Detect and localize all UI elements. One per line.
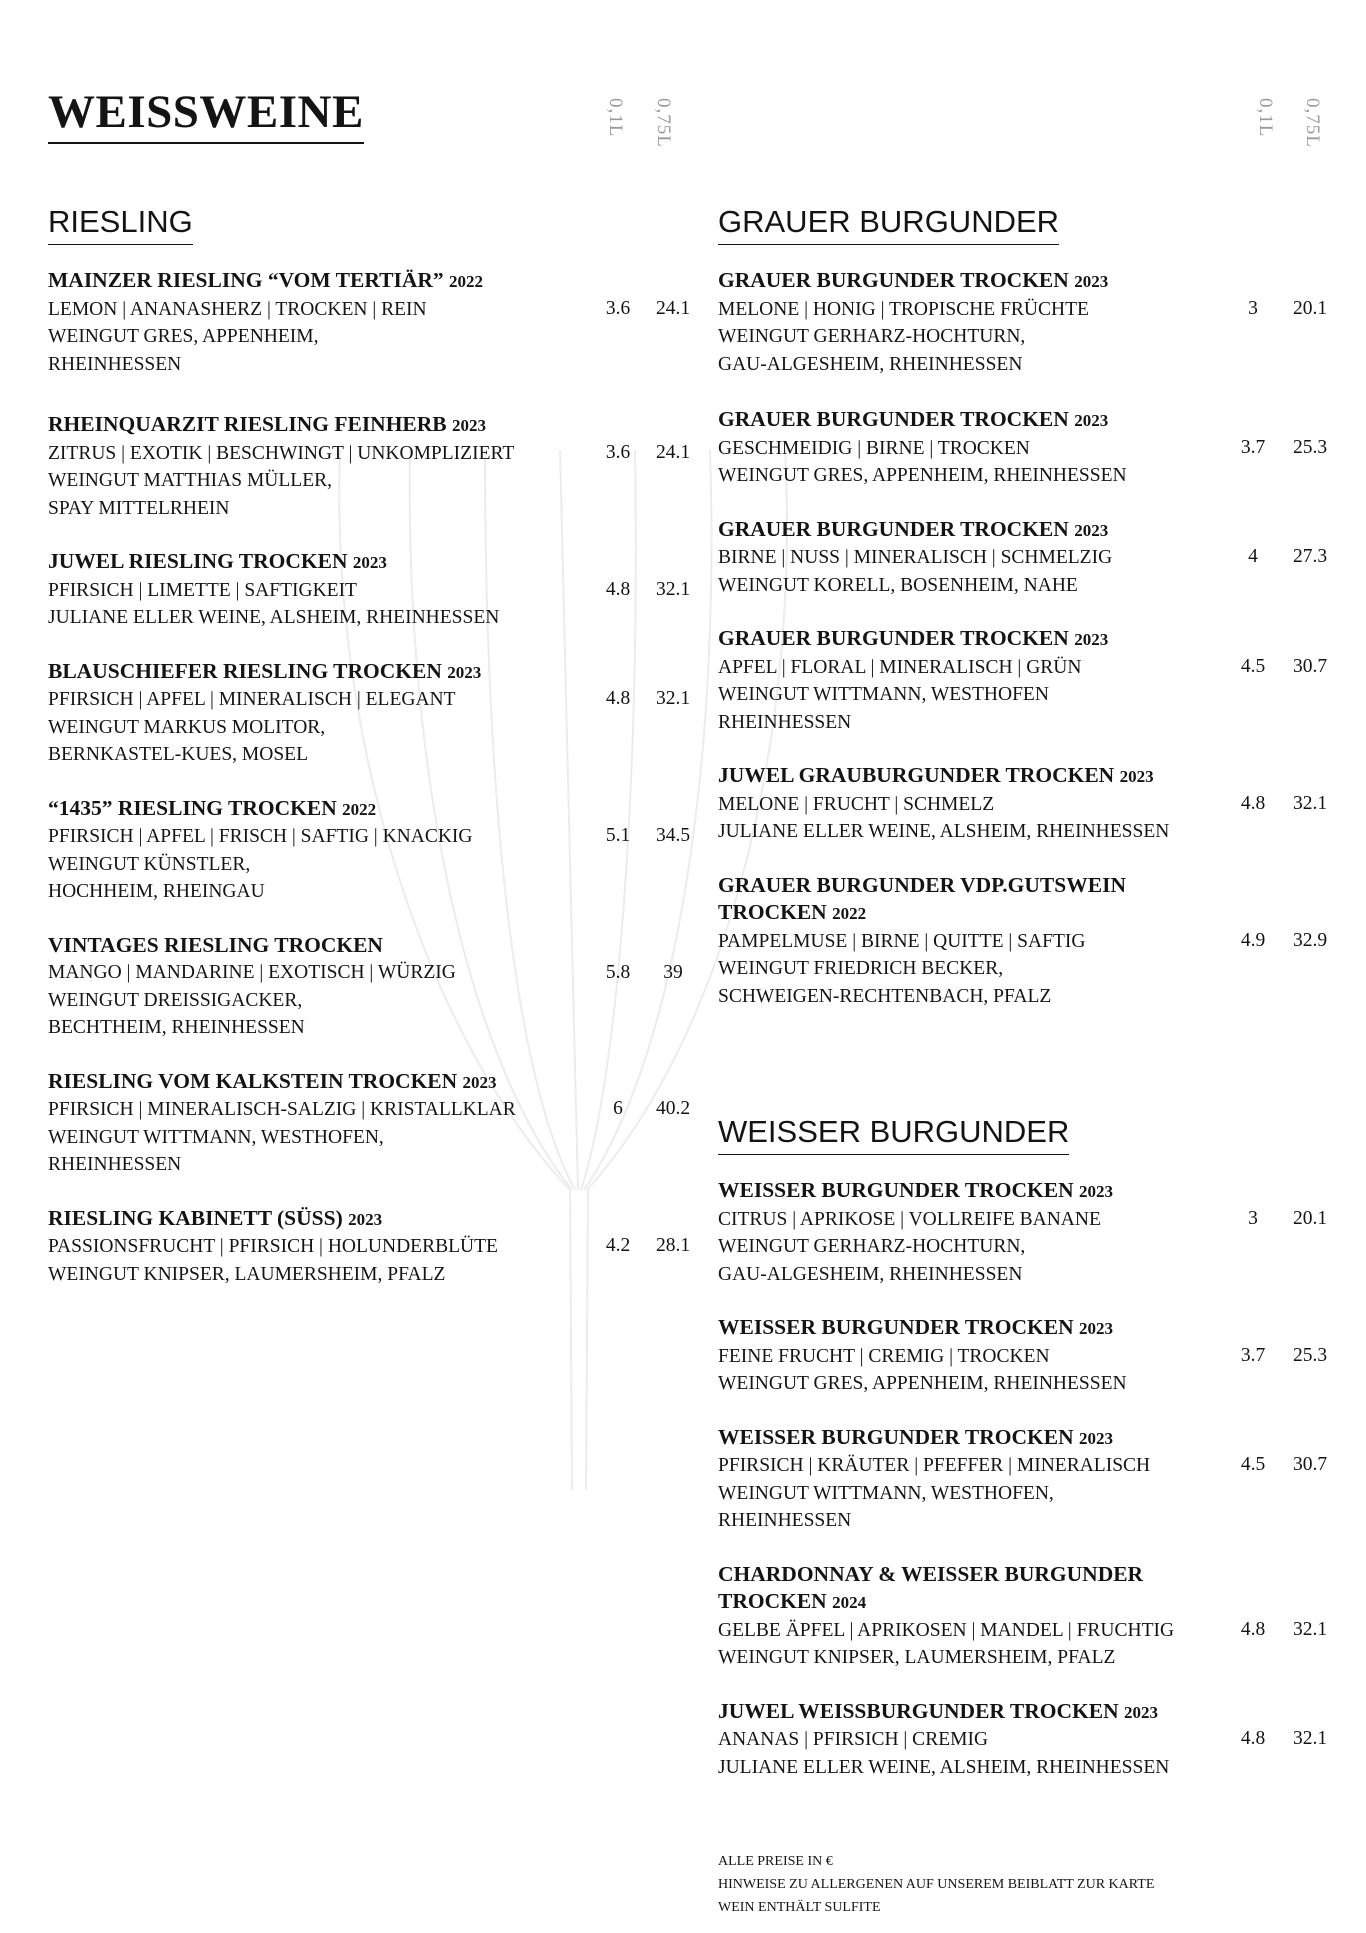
wine-name — [718, 872, 1343, 928]
wine-vintage: 2023 — [462, 1072, 497, 1092]
wine-name — [718, 406, 1343, 435]
price-0-1l: 4.8 — [605, 578, 631, 600]
price-0-1l: 3.7 — [1240, 1344, 1266, 1366]
wine-name-text: VINTAGES RIESLING TROCKEN — [48, 932, 383, 957]
wine-item — [718, 625, 1343, 736]
price-0-75l: 39 — [663, 962, 683, 983]
wine-producer: WEINGUT KORELL, BOSENHEIM, NAHE — [718, 574, 1078, 596]
wine-item — [718, 1698, 1343, 1782]
wine-name — [48, 267, 688, 296]
wine-producer: WEINGUT GRES, APPENHEIM, RHEINHESSEN — [718, 465, 1127, 486]
wine-name-text: JUWEL RIESLING TROCKEN — [48, 549, 348, 573]
wine-producer: WEINGUT MATTHIAS MÜLLER, — [48, 470, 332, 491]
price-0-75l: 24.1 — [655, 441, 691, 463]
price-0-75l: 20.1 — [1292, 297, 1328, 319]
wine-producer: WEINGUT KNIPSER, LAUMERSHEIM, PFALZ — [718, 1647, 1116, 1668]
wine-producer: WEINGUT FRIEDRICH BECKER, — [718, 958, 1004, 979]
wine-name — [718, 1314, 1343, 1343]
price-0-75l: 32.1 — [1292, 1618, 1328, 1640]
wine-vintage: 2023 — [1119, 767, 1154, 786]
wine-name-text: GRAUER BURGUNDER TROCKEN — [718, 268, 1069, 292]
wine-producer: WEINGUT KÜNSTLER, — [48, 853, 251, 875]
size-label-small-right: 0,1L — [1255, 98, 1276, 138]
wine-producer: WEINGUT DREISSIGACKER, — [48, 989, 303, 1011]
wine-item — [48, 795, 691, 906]
wine-item — [718, 762, 1343, 846]
wine-producer: WEINGUT WITTMANN, WESTHOFEN — [718, 684, 1049, 705]
price-0-75l: 32.1 — [1292, 792, 1328, 814]
wine-name — [718, 1177, 1343, 1206]
wine-tasting-notes: APFEL | FLORAL | MINERALISCH | GRÜN — [718, 656, 1082, 678]
wine-vintage: 2023 — [1079, 1428, 1113, 1448]
wine-name — [718, 267, 1343, 296]
wine-producer: WEINGUT GRES, APPENHEIM, — [48, 326, 319, 347]
wine-tasting-notes: FEINE FRUCHT | CREMIG | TROCKEN — [718, 1345, 1050, 1367]
wine-tasting-notes: PAMPELMUSE | BIRNE | QUITTE | SAFTIG — [718, 930, 1086, 952]
wine-name-text: WEISSER BURGUNDER TROCKEN — [718, 1424, 1074, 1449]
wine-producer: WEINGUT WITTMANN, WESTHOFEN, — [718, 1482, 1054, 1504]
wine-vintage: 2023 — [1074, 520, 1109, 540]
wine-vintage: 2023 — [1074, 630, 1109, 649]
wine-name-text: GRAUER BURGUNDER VDP.GUTSWEIN — [718, 872, 1126, 897]
wine-vintage: 2023 — [1074, 411, 1109, 430]
wine-producer: HOCHHEIM, RHEINGAU — [48, 881, 265, 902]
wine-producer: JULIANE ELLER WEINE, ALSHEIM, RHEINHESSEN — [718, 821, 1170, 842]
wine-vintage: 2023 — [352, 553, 387, 572]
wine-tasting-notes: MELONE | FRUCHT | SCHMELZ — [718, 793, 995, 815]
section-title: GRAUER BURGUNDER — [718, 200, 1059, 245]
price-0-1l: 4.9 — [1240, 929, 1266, 951]
wine-producer: GAU-ALGESHEIM, RHEINHESSEN — [718, 353, 1023, 375]
wine-tasting-notes: MANGO | MANDARINE | EXOTISCH | WÜRZIG — [48, 962, 456, 983]
price-0-1l: 4.5 — [1240, 655, 1266, 677]
wine-name — [48, 932, 688, 960]
wine-item — [718, 516, 1343, 600]
price-0-1l: 5.1 — [605, 825, 631, 846]
footer-line: HINWEISE ZU ALLERGENEN AUF UNSEREM BEIBLATT ZUR KARTE — [718, 1877, 1155, 1892]
wine-producer: SCHWEIGEN-RECHTENBACH, PFALZ — [718, 985, 1052, 1007]
price-0-75l: 32.1 — [1292, 1728, 1328, 1749]
wine-item — [48, 932, 688, 1042]
price-0-1l: 5.8 — [605, 962, 631, 983]
wine-vintage: 2023 — [1079, 1182, 1113, 1201]
footer-notes — [718, 1850, 1154, 1919]
size-label-large-left: 0,75L — [653, 98, 674, 148]
wine-name — [48, 1068, 688, 1097]
wine-tasting-notes: PFIRSICH | MINERALISCH-SALZIG | KRISTALLKLAR — [48, 1099, 516, 1120]
wine-name-text: RHEINQUARZIT RIESLING FEINHERB — [48, 412, 447, 436]
wine-producer: WEINGUT GERHARZ-HOCHTURN, — [718, 1236, 1026, 1257]
wine-name-text: GRAUER BURGUNDER TROCKEN — [718, 626, 1069, 650]
wine-section — [718, 200, 1343, 1010]
price-0-75l: 24.1 — [655, 297, 691, 319]
wine-name-text: JUWEL GRAUBURGUNDER TROCKEN — [718, 763, 1115, 787]
price-0-1l: 4.8 — [605, 688, 631, 709]
size-label-small-left: 0,1L — [605, 98, 626, 138]
wine-name — [718, 1698, 1343, 1727]
price-0-75l: 34.5 — [655, 825, 691, 846]
wine-producer: RHEINHESSEN — [48, 1154, 182, 1175]
wine-tasting-notes: ANANAS | PFIRSICH | CREMIG — [718, 1729, 989, 1750]
wine-name — [718, 516, 1343, 545]
wine-vintage: 2023 — [452, 416, 487, 435]
wine-section — [48, 200, 691, 1288]
price-0-75l: 32.1 — [655, 688, 691, 709]
wine-name — [718, 625, 1343, 654]
price-0-75l: 25.3 — [1292, 436, 1328, 458]
price-0-1l: 3 — [1248, 297, 1258, 319]
wine-item — [48, 658, 691, 769]
wine-tasting-notes: PFIRSICH | LIMETTE | SAFTIGKEIT — [48, 579, 357, 601]
wine-producer: WEINGUT MARKUS MOLITOR, — [48, 716, 326, 738]
wine-tasting-notes: PFIRSICH | APFEL | FRISCH | SAFTIG | KNACKIG — [48, 826, 473, 847]
wine-name-text: RIESLING KABINETT (SÜSS) — [48, 1205, 343, 1230]
price-0-1l: 4.8 — [1240, 1618, 1266, 1640]
right-column — [718, 200, 1343, 1781]
wine-tasting-notes: PFIRSICH | KRÄUTER | PFEFFER | MINERALISCH — [718, 1455, 1151, 1476]
wine-tasting-notes: MELONE | HONIG | TROPISCHE FRÜCHTE — [718, 298, 1089, 320]
wine-name-text: GRAUER BURGUNDER TROCKEN — [718, 516, 1069, 541]
wine-tasting-notes: LEMON | ANANASHERZ | TROCKEN | REIN — [48, 298, 427, 320]
wine-name-text: BLAUSCHIEFER RIESLING TROCKEN — [48, 658, 442, 683]
wine-name-text: CHARDONNAY & WEISSER BURGUNDER — [718, 1561, 1144, 1586]
page-title: WEISSWEINE — [48, 86, 364, 138]
wine-item — [48, 548, 691, 632]
wine-producer: RHEINHESSEN — [718, 711, 852, 733]
price-0-75l: 28.1 — [655, 1235, 691, 1256]
wine-name-text-line2: TROCKEN — [718, 1589, 827, 1613]
wine-tasting-notes: PFIRSICH | APFEL | MINERALISCH | ELEGANT — [48, 689, 456, 710]
wine-item — [48, 1068, 691, 1179]
price-0-75l: 32.9 — [1292, 929, 1328, 951]
wine-item — [48, 267, 691, 378]
price-0-75l: 20.1 — [1292, 1207, 1328, 1229]
wine-name — [48, 795, 688, 824]
wine-item — [718, 1314, 1343, 1398]
wine-item — [718, 872, 1343, 1011]
price-0-75l: 25.3 — [1292, 1344, 1328, 1366]
price-0-75l: 27.3 — [1292, 546, 1328, 567]
wine-producer: WEINGUT GERHARZ-HOCHTURN, — [718, 326, 1026, 347]
wine-name-text: MAINZER RIESLING “VOM TERTIÄR” — [48, 268, 444, 292]
wine-name-text: RIESLING VOM KALKSTEIN TROCKEN — [48, 1068, 458, 1093]
price-0-1l: 3.6 — [605, 441, 631, 463]
wine-name — [718, 1561, 1343, 1617]
wine-name — [48, 411, 688, 440]
wine-vintage: 2023 — [1079, 1319, 1113, 1338]
price-0-1l: 4.8 — [1240, 1728, 1266, 1749]
price-0-75l: 30.7 — [1292, 655, 1328, 677]
wine-name-text-line2: TROCKEN — [718, 900, 827, 924]
wine-producer: GAU-ALGESHEIM, RHEINHESSEN — [718, 1263, 1023, 1285]
price-0-1l: 3.7 — [1240, 436, 1266, 458]
wine-vintage: 2022 — [449, 272, 484, 291]
wine-producer: WEINGUT WITTMANN, WESTHOFEN, — [48, 1126, 384, 1148]
price-0-1l: 4.2 — [605, 1235, 631, 1256]
price-0-75l: 30.7 — [1292, 1454, 1328, 1475]
wine-producer: WEINGUT GRES, APPENHEIM, RHEINHESSEN — [718, 1373, 1127, 1394]
wine-name-text: WEISSER BURGUNDER TROCKEN — [718, 1315, 1074, 1339]
section-title: RIESLING — [48, 200, 193, 245]
wine-tasting-notes: BIRNE | NUSS | MINERALISCH | SCHMELZIG — [718, 547, 1113, 568]
wine-item — [718, 1177, 1343, 1288]
price-0-75l: 40.2 — [655, 1098, 691, 1119]
wine-producer: RHEINHESSEN — [48, 353, 182, 375]
wine-tasting-notes: GELBE ÄPFEL | APRIKOSEN | MANDEL | FRUCHTIG — [718, 1619, 1175, 1641]
wine-name-text: “1435” RIESLING TROCKEN — [48, 795, 337, 820]
price-0-1l: 3 — [1248, 1207, 1258, 1229]
price-0-1l: 3.6 — [605, 297, 631, 319]
wine-tasting-notes: GESCHMEIDIG | BIRNE | TROCKEN — [718, 437, 1030, 459]
size-label-large-right: 0,75L — [1302, 98, 1323, 148]
wine-name-text: GRAUER BURGUNDER TROCKEN — [718, 407, 1069, 431]
wine-vintage: 2023 — [447, 662, 482, 682]
wine-vintage: 2023 — [348, 1209, 383, 1229]
wine-name — [48, 658, 688, 687]
footer-line: WEIN ENTHÄLT SULFITE — [718, 1900, 881, 1915]
wine-vintage: 2022 — [342, 799, 377, 819]
wine-item — [48, 411, 691, 522]
wine-name-text: JUWEL WEISSBURGUNDER TROCKEN — [718, 1698, 1119, 1723]
wine-name-text: WEISSER BURGUNDER TROCKEN — [718, 1178, 1074, 1202]
wine-vintage: 2023 — [1074, 272, 1109, 291]
wine-item — [718, 1561, 1343, 1672]
wine-tasting-notes: PASSIONSFRUCHT | PFIRSICH | HOLUNDERBLÜTE — [48, 1236, 498, 1257]
wine-producer: BERNKASTEL-KUES, MOSEL — [48, 744, 309, 765]
wine-producer: JULIANE ELLER WEINE, ALSHEIM, RHEINHESSEN — [48, 607, 500, 628]
wine-item — [48, 1205, 691, 1289]
wine-name — [48, 548, 688, 577]
wine-vintage: 2023 — [1124, 1702, 1159, 1722]
wine-item — [718, 267, 1343, 378]
wine-tasting-notes: ZITRUS | EXOTIK | BESCHWINGT | UNKOMPLIZIERT — [48, 442, 515, 464]
footer-line: ALLE PREISE IN € — [718, 1854, 833, 1869]
price-0-1l: 4 — [1248, 546, 1258, 567]
section-title: WEISSER BURGUNDER — [718, 1110, 1069, 1155]
wine-producer: SPAY MITTELRHEIN — [48, 497, 230, 519]
wine-vintage: 2024 — [832, 1593, 867, 1612]
wine-producer: WEINGUT KNIPSER, LAUMERSHEIM, PFALZ — [48, 1263, 446, 1285]
price-0-75l: 32.1 — [655, 578, 691, 600]
wine-name — [718, 1424, 1343, 1453]
wine-item — [718, 406, 1343, 490]
left-column — [48, 200, 691, 1288]
wine-producer: BECHTHEIM, RHEINHESSEN — [48, 1017, 305, 1038]
price-0-1l: 6 — [613, 1098, 623, 1119]
wine-item — [718, 1424, 1343, 1535]
wine-name — [718, 762, 1343, 791]
price-0-1l: 4.5 — [1240, 1454, 1266, 1475]
wine-section — [718, 1110, 1343, 1781]
wine-tasting-notes: CITRUS | APRIKOSE | VOLLREIFE BANANE — [718, 1208, 1101, 1230]
wine-producer: JULIANE ELLER WEINE, ALSHEIM, RHEINHESSEN — [718, 1756, 1170, 1778]
wine-name — [48, 1205, 688, 1234]
price-0-1l: 4.8 — [1240, 792, 1266, 814]
wine-producer: RHEINHESSEN — [718, 1510, 852, 1531]
wine-vintage: 2022 — [832, 904, 867, 923]
